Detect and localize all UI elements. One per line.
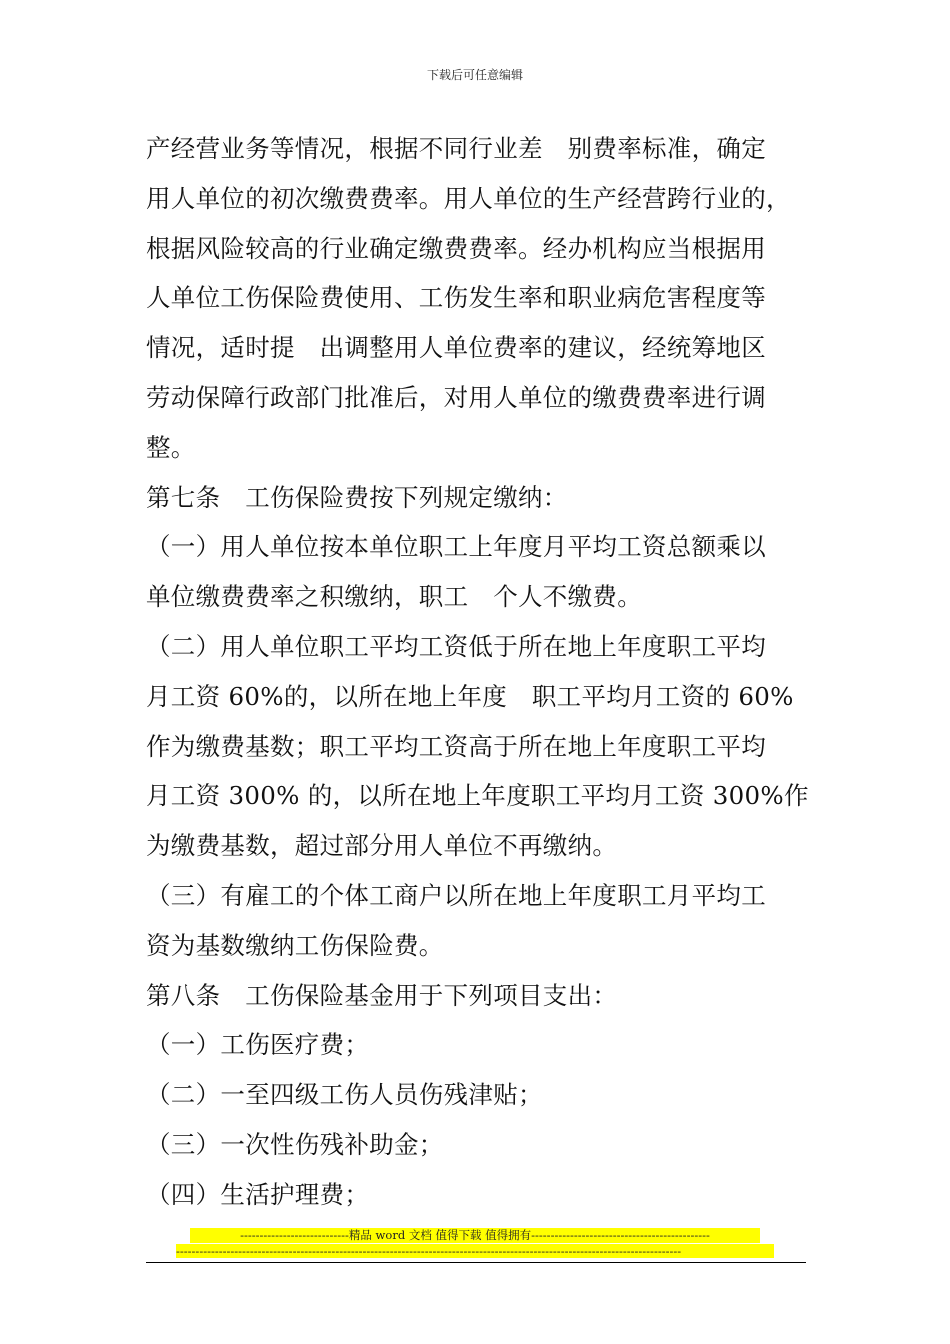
body-line: 单位缴费费率之积缴纳，职工 个人不缴费。 — [146, 582, 642, 612]
body-line: 情况，适时提 出调整用人单位费率的建议，经统筹地区 — [146, 333, 766, 363]
page-header: 下载后可任意编辑 — [426, 68, 523, 82]
article-heading-8: 第八条 工伤保险基金用于下列项目支出： — [146, 980, 618, 1010]
body-line: 整。 — [146, 432, 196, 462]
body-line: 根据风险较高的行业确定缴费费率。经办机构应当根据用 — [146, 233, 766, 263]
body-line: 为缴费基数，超过部分用人单位不再缴纳。 — [146, 831, 618, 861]
body-line: 月工资 60%的，以所在地上年度 职工平均月工资的 60% — [146, 681, 794, 711]
footer-banner-line1: ----------------------------精品 word 文档 值得下载 值得拥有---------------------------------------------- — [190, 1228, 760, 1243]
body-line: 人单位工伤保险费使用、工伤发生率和职业病危害程度等 — [146, 283, 766, 313]
article-heading-7: 第七条 工伤保险费按下列规定缴纳： — [146, 482, 568, 512]
footer-banner-line2: ---------------------------------------------------------------------------------------------------------------------------------- — [176, 1244, 774, 1258]
body-line: 劳动保障行政部门批准后，对用人单位的缴费费率进行调 — [146, 382, 766, 412]
list-item: （二）一至四级工伤人员伤残津贴； — [146, 1080, 543, 1110]
body-line: 资为基数缴纳工伤保险费。 — [146, 930, 444, 960]
footer-rule — [146, 1262, 806, 1263]
document-body — [146, 124, 809, 1220]
list-item: （四）生活护理费； — [146, 1179, 370, 1209]
body-line: 月工资 300% 的，以所在地上年度职工平均月工资 300%作 — [146, 781, 809, 811]
list-item: （一）工伤医疗费； — [146, 1030, 370, 1060]
list-item: （三）一次性伤残补助金； — [146, 1129, 444, 1159]
body-line: 用人单位的初次缴费费率。用人单位的生产经营跨行业的， — [146, 183, 791, 213]
body-line: （一）用人单位按本单位职工上年度月平均工资总额乘以 — [146, 532, 766, 562]
body-line: （三）有雇工的个体工商户以所在地上年度职工月平均工 — [146, 880, 766, 910]
body-line: 产经营业务等情况，根据不同行业差 别费率标准，确定 — [146, 134, 766, 163]
body-line: （二）用人单位职工平均工资低于所在地上年度职工平均 — [146, 631, 766, 661]
body-line: 作为缴费基数；职工平均工资高于所在地上年度职工平均 — [146, 731, 766, 761]
